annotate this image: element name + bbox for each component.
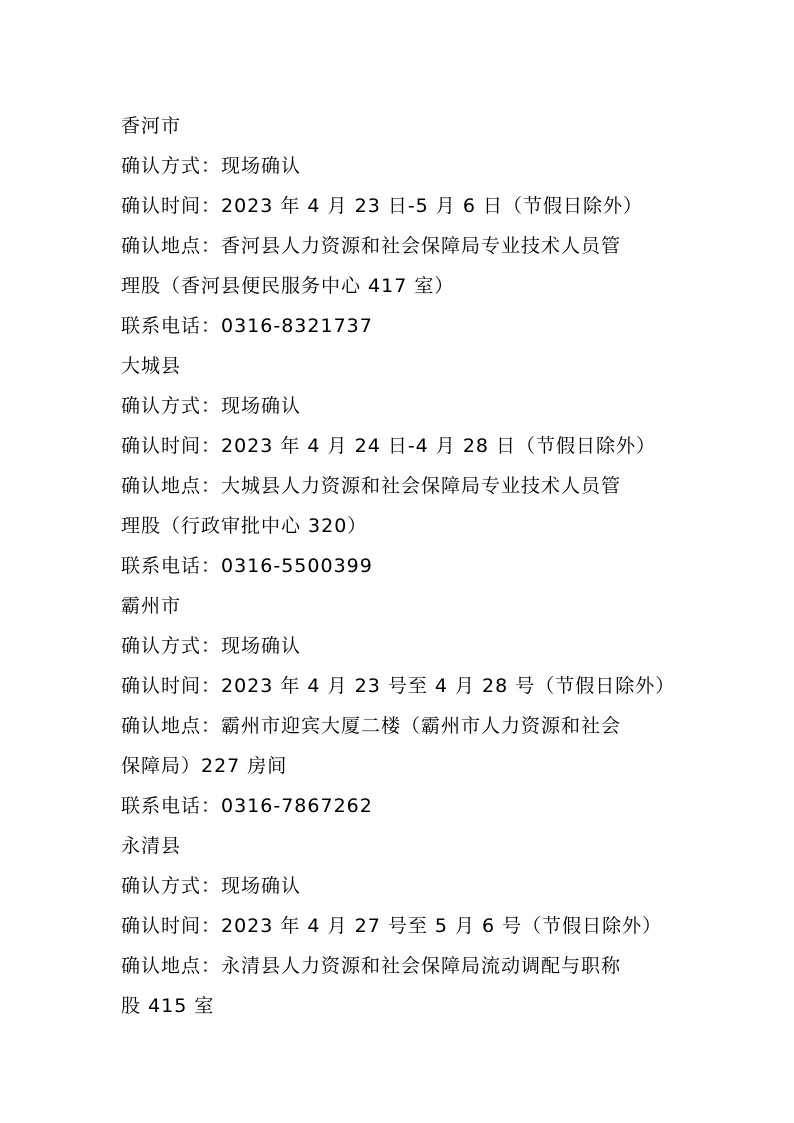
dacheng-time: 确认时间：2023 年 4 月 24 日-4 月 28 日（节假日除外）	[121, 435, 657, 457]
section-heading-dacheng: 大城县	[121, 355, 182, 377]
yongqing-time: 确认时间：2023 年 4 月 27 号至 5 月 6 号（节假日除外）	[121, 915, 663, 937]
yongqing-place-line1: 确认地点：永清县人力资源和社会保障局流动调配与职称	[121, 955, 622, 977]
dacheng-method: 确认方式：现场确认	[121, 395, 302, 417]
bazhou-time: 确认时间：2023 年 4 月 23 号至 4 月 28 号（节假日除外）	[121, 675, 676, 697]
section-heading-yongqing: 永清县	[121, 835, 182, 857]
xianghe-place-line1: 确认地点：香河县人力资源和社会保障局专业技术人员管	[121, 235, 622, 257]
xianghe-time: 确认时间：2023 年 4 月 23 日-5 月 6 日（节假日除外）	[121, 195, 643, 217]
bazhou-phone: 联系电话：0316-7867262	[121, 795, 373, 817]
yongqing-method: 确认方式：现场确认	[121, 875, 302, 897]
document-body	[121, 106, 681, 1026]
dacheng-phone: 联系电话：0316-5500399	[121, 555, 373, 577]
dacheng-place-line2: 理股（行政审批中心 320）	[121, 515, 368, 537]
yongqing-place-line2: 股 415 室	[121, 995, 215, 1017]
section-heading-xianghe: 香河市	[121, 115, 182, 137]
dacheng-place-line1: 确认地点：大城县人力资源和社会保障局专业技术人员管	[121, 475, 622, 497]
section-heading-bazhou: 霸州市	[121, 595, 182, 617]
bazhou-place-line1: 确认地点：霸州市迎宾大厦二楼（霸州市人力资源和社会	[121, 715, 622, 737]
xianghe-place-line2: 理股（香河县便民服务中心 417 室）	[121, 275, 455, 297]
bazhou-place-line2: 保障局）227 房间	[121, 755, 288, 777]
bazhou-method: 确认方式：现场确认	[121, 635, 302, 657]
xianghe-method: 确认方式：现场确认	[121, 155, 302, 177]
xianghe-phone: 联系电话：0316-8321737	[121, 315, 373, 337]
